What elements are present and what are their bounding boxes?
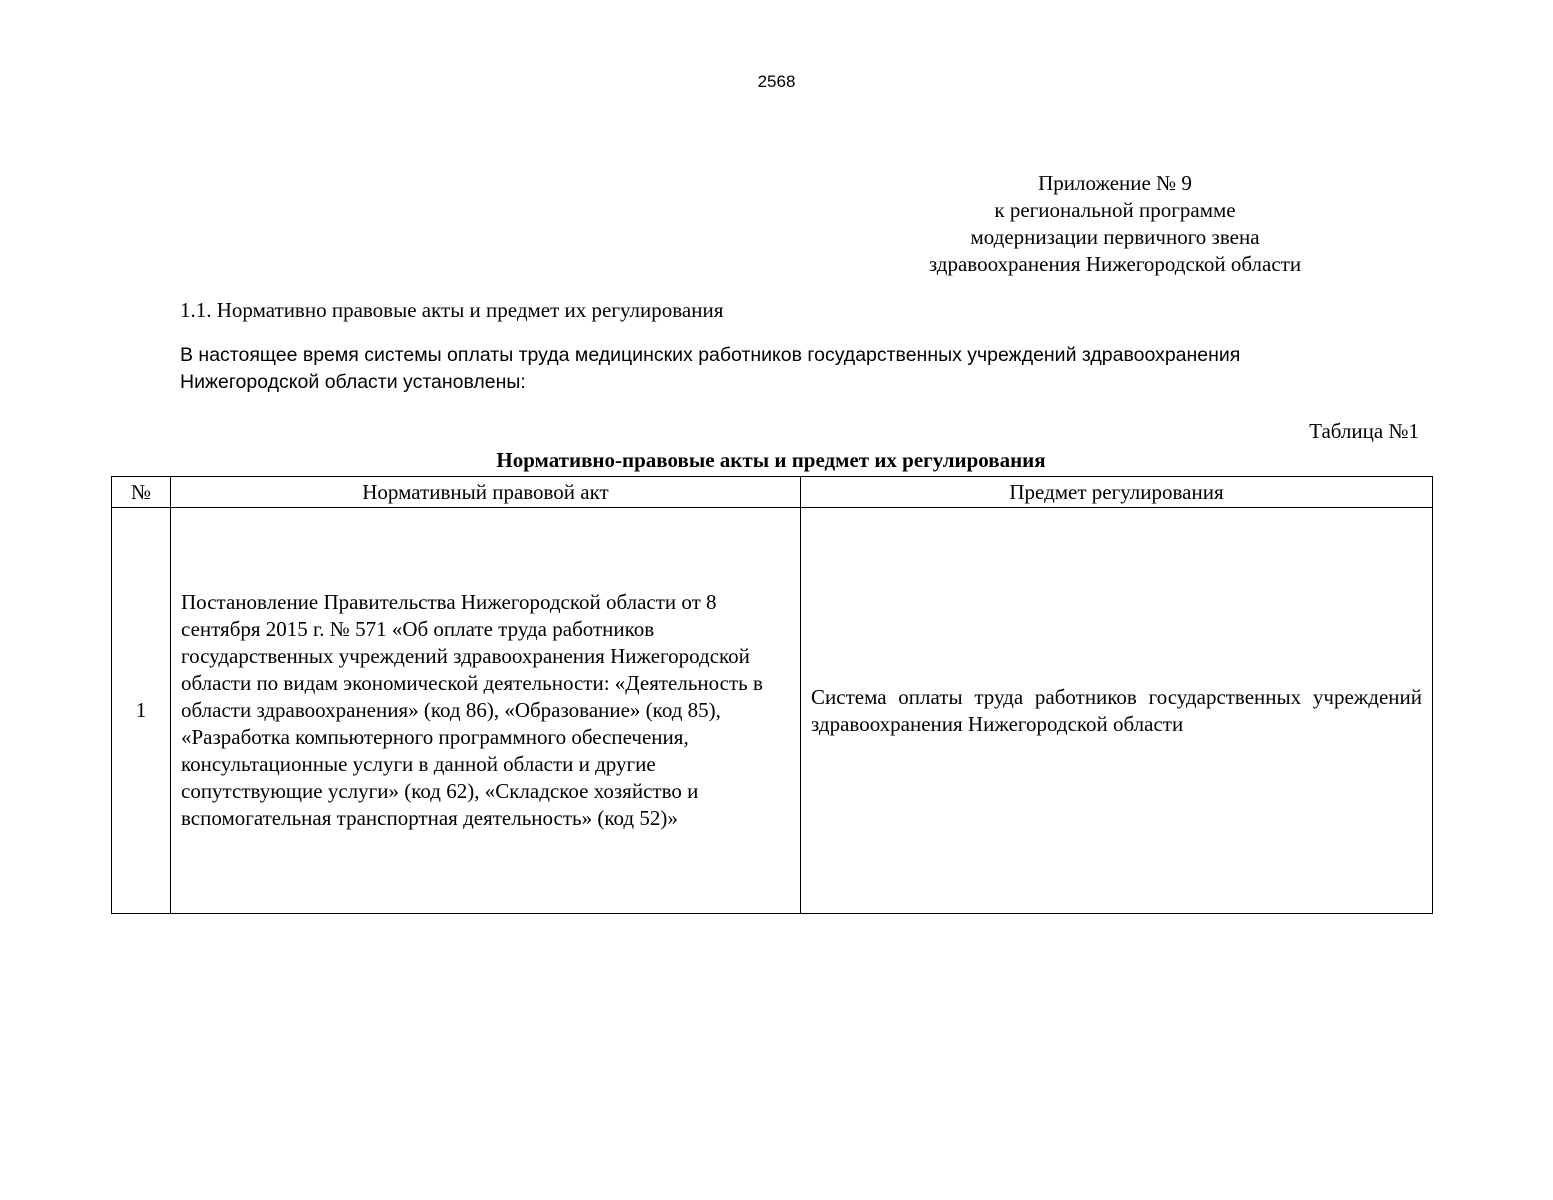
row-legal-act: Постановление Правительства Нижегородской области от 8 сентября 2015 г. № 571 «Об оплате труда работников государственных учреждений здравоохранения Нижегородской области по видам экономической деятельности: «Деятельность в области здравоохранения» (код 86), «Образование» (код 85), «Разработка компьютерного программного обеспечения, консультационные услуги в данной области и другие сопутствующие услуги» (код 62), «Складское хозяйство и вспомогательная транспортная деятельность» (код 52)» [171, 508, 801, 914]
table-title: Нормативно-правовые акты и предмет их регулирования [496, 448, 1046, 472]
appendix-line: Приложение № 9 [1038, 171, 1192, 195]
header-number: № [112, 477, 171, 508]
legal-acts-table [111, 476, 1433, 914]
appendix-line: к региональной программе [994, 198, 1236, 222]
table-row [112, 508, 1433, 914]
page-number: 2568 [757, 72, 796, 91]
row-number: 1 [112, 508, 171, 914]
appendix-header [895, 170, 1335, 278]
header-legal-act: Нормативный правовой акт [171, 477, 801, 508]
row-regulation-subject: Система оплаты труда работников государственных учреждений здравоохранения Нижегородской области [801, 508, 1433, 914]
appendix-line: модернизации первичного звена [970, 225, 1260, 249]
table-label: Таблица №1 [1309, 419, 1419, 443]
appendix-line: здравоохранения Нижегородской области [928, 252, 1302, 276]
table-header-row [112, 477, 1433, 508]
section-heading: 1.1. Нормативно правовые акты и предмет их регулирования [180, 298, 724, 322]
intro-paragraph: В настоящее время системы оплаты труда медицинских работников государственных учреждений здравоохранения Нижегородской области установлены: [180, 344, 1241, 393]
header-regulation-subject: Предмет регулирования [801, 477, 1433, 508]
